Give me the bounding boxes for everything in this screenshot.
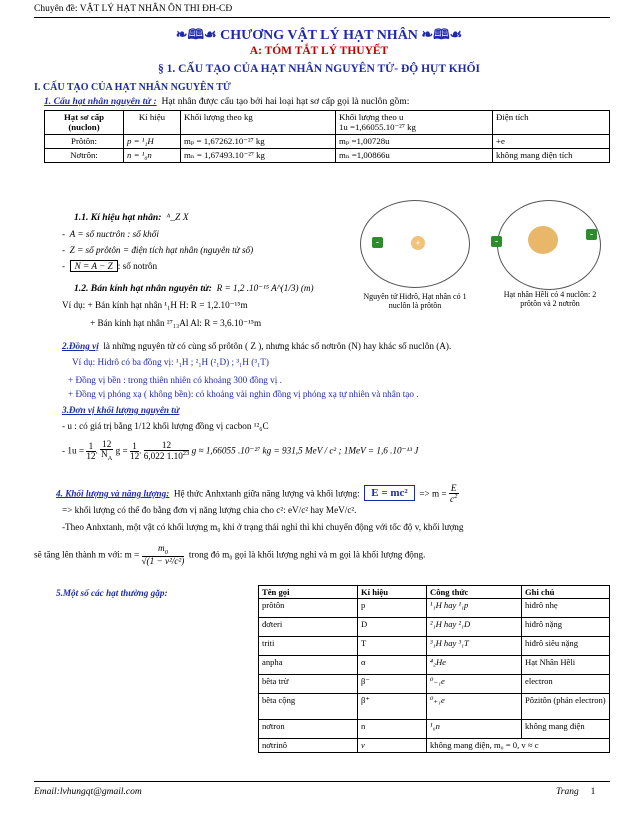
table-cell: mₚ = 1,67262.10⁻²⁷ kg (181, 135, 336, 149)
s11-label (74, 212, 189, 223)
s5-label: 5.Một số các hạt thường gặp: (56, 588, 168, 598)
table-cell: mₙ = 1,67493.10⁻²⁷ kg (181, 149, 336, 163)
s11-item: - N = A − Z : số notrôn (62, 261, 158, 271)
table-cell: +e (493, 135, 610, 149)
table-row: đơteri D ²₁H hay ²₁D hiđrô nặng (259, 618, 610, 637)
electron-icon: - (586, 229, 597, 240)
sub1-line (44, 96, 409, 107)
ornament-right: ❧🕮☙ (421, 28, 463, 43)
nucleus-symbol: ᴬ_Z X (166, 212, 189, 223)
s12-label: 1.2. Bán kính hạt nhân nguyên tử: (74, 283, 212, 294)
s3-label: 3.Đơn vị khối lượng nguyên tử (62, 405, 180, 415)
table-cell: p = ¹₁H (124, 135, 181, 149)
particles-table (258, 585, 610, 753)
page-number: 1 (590, 787, 596, 797)
table-header: Ghi chú (522, 586, 610, 599)
einstein-formula: E = mc² (364, 485, 414, 501)
footer-divider (34, 781, 610, 782)
table-row: triti T ³₁H hay ³₁T hiđrô siêu nặng (259, 637, 610, 656)
s4-line4: sẽ tăng lên thành m với: m = $\frac{m_0}{\text{√(1 − v²/c²)}}$ trong đó m₀ gọi là khối lượng nghỉ và m gọi là khối lượng động. (34, 543, 426, 567)
table-header-row (45, 111, 610, 135)
table-header: Điện tích (493, 111, 610, 135)
page-header: Chuyên đề: VẬT LÝ HẠT NHÂN ÔN THI ĐH-CĐ (34, 4, 233, 14)
table-cell: không mang điện tích (493, 149, 610, 163)
table-row: prôtôn p ¹₁H hay ¹₁p hiđrô nhẹ (259, 599, 610, 618)
table-row: nơtrinô ν không mang điện, m₀ = 0, v ≈ c (259, 739, 610, 753)
s2-example: Ví dụ: Hidrô có ba đồng vị: ¹₁H ; ²₁H (²₁D) ; ³₁H (³₁T) (72, 357, 269, 367)
nucleon-table (44, 110, 610, 163)
s2-text: là những nguyên tử có cùng số prôtôn ( Z ), nhưng khác số nơtrôn (N) hay khác số nuclôn (A). (103, 341, 452, 351)
footer-email: Email:lvhungqt@gmail.com (34, 787, 142, 797)
s11-item: - A = số nuctrôn : số khối (62, 229, 159, 239)
s2-stable: + Đồng vị bền : trong thiên nhiên có khoảng 300 đồng vị . (68, 375, 282, 385)
header-divider (34, 17, 610, 18)
ornament-left: ❧🕮☙ (175, 28, 217, 43)
table-cell: Prôtôn: (45, 135, 124, 149)
table-row (45, 135, 610, 149)
sub1-text: Hạt nhân được cấu tạo bởi hai loại hạt sơ cấp gọi là nuclôn gồm: (161, 96, 410, 107)
proton-nucleus: + (411, 236, 425, 250)
table-header: Công thức (427, 586, 522, 599)
s4-line: 4. Khối lượng và năng lượng: Hệ thức Anhxtanh giữa năng lượng và khối lượng: E = mc² => m = $\frac{E}{c^2}$ (56, 483, 458, 505)
s11-label-text: 1.1. Kí hiệu hạt nhân: (74, 212, 162, 223)
s2-line (62, 341, 451, 351)
s4-line3: -Theo Anhxtanh, một vật có khối lượng m₀ khi ở trạng thái nghỉ thì khi chuyển động với tốc độ v, khối lượng (62, 522, 464, 532)
table-row: bêta cộng β⁺ ⁰₊₁e Pôzitôn (phản electron) (259, 694, 610, 720)
table-header: Khối lượng theo u 1u =1,66055.10⁻²⁷ kg (336, 111, 493, 135)
table-row: bêta trừ β⁻ ⁰₋₁e electron (259, 675, 610, 694)
table-header: Tên gọi (259, 586, 358, 599)
table-header: Kí hiệu (358, 586, 427, 599)
table-header: Khối lượng theo kg (181, 111, 336, 135)
footer-page: Trang 1 (556, 787, 596, 797)
s12-line (74, 283, 314, 294)
table-cell: Nơtrôn: (45, 149, 124, 163)
electron-icon: - (491, 236, 502, 247)
hydrogen-caption: Nguyên tử Hiđrô, Hạt nhân có 1 nuclôn là prôtôn (363, 292, 467, 310)
table-cell: mₙ =1,00866u (336, 149, 493, 163)
part1-heading: I. CẤU TẠO CỦA HẠT NHÂN NGUYÊN TỬ (34, 82, 231, 93)
s2-radio: + Đồng vị phóng xạ ( không bền): có khoảng vài nghìn đồng vị phóng xạ tự nhiên và nhân tạo . (68, 389, 419, 399)
s2-label: 2.Đồng vị (62, 341, 99, 351)
chapter-text: CHƯƠNG VẬT LÝ HẠT NHÂN (220, 28, 418, 43)
sub1-label: 1. Cấu hạt nhân nguyên tử : (44, 96, 157, 107)
table-header: Hạt sơ cấp (nuclon) (45, 111, 124, 135)
electron-icon: - (372, 237, 383, 248)
s4-label: 4. Khối lượng và năng lượng: (56, 488, 170, 499)
section-title: § 1. CẤU TẠO CỦA HẠT NHÂN NGUYÊN TỬ- ĐỘ HỤT KHỐI (157, 63, 481, 75)
table-cell: mₚ =1,00728u (336, 135, 493, 149)
table-header: Kí hiệu (124, 111, 181, 135)
helium-caption: Hạt nhân Hêli có 4 nuclôn: 2 prôtôn và 2 nơtrôn (503, 290, 597, 308)
table-header-row (259, 586, 610, 599)
table-row: anpha α ⁴₂He Hạt Nhân Hêli (259, 656, 610, 675)
s3-line2: - 1u = $\frac{1}{12}$ . $\frac{12}{N_A}$ g = $\frac{1}{12}$ . $\frac{12}{6,022 1.10^{23}}$ g ≈ 1,66055 .10⁻²⁷ kg = 931,5 MeV / c² ; 1MeV = 1,6 .10⁻¹³ J (62, 439, 419, 463)
s11-item: - Z = số prôtôn = điện tích hạt nhân (nguyên tử số) (62, 245, 254, 255)
summary-title: A: TÓM TẮT LÝ THUYẾT (249, 45, 389, 57)
radius-formula: R = 1,2 .10⁻¹⁵ A^(1/3) (m) (216, 283, 314, 293)
s3-line1: - u : có giá trị bằng 1/12 khối lượng đồng vị cacbon ¹²₆C (62, 421, 269, 431)
s12-example-1: Ví dụ: + Bán kính hạt nhân ¹₁H H: R = 1,2.10⁻¹⁵m (62, 300, 248, 310)
table-row: nơtron n ¹₀n không mang điện (259, 720, 610, 739)
s12-example-2: + Bán kính hạt nhân ²⁷₁₃Al Al: R = 3,6.10⁻¹⁵m (90, 318, 262, 328)
table-row (45, 149, 610, 163)
helium-nucleus (528, 226, 558, 254)
s4-line2: => khối lượng có thể đo bằng đơn vị năng lượng chia cho c²: eV/c² hay MeV/c². (62, 505, 357, 515)
table-cell: n = ¹₀n (124, 149, 181, 163)
